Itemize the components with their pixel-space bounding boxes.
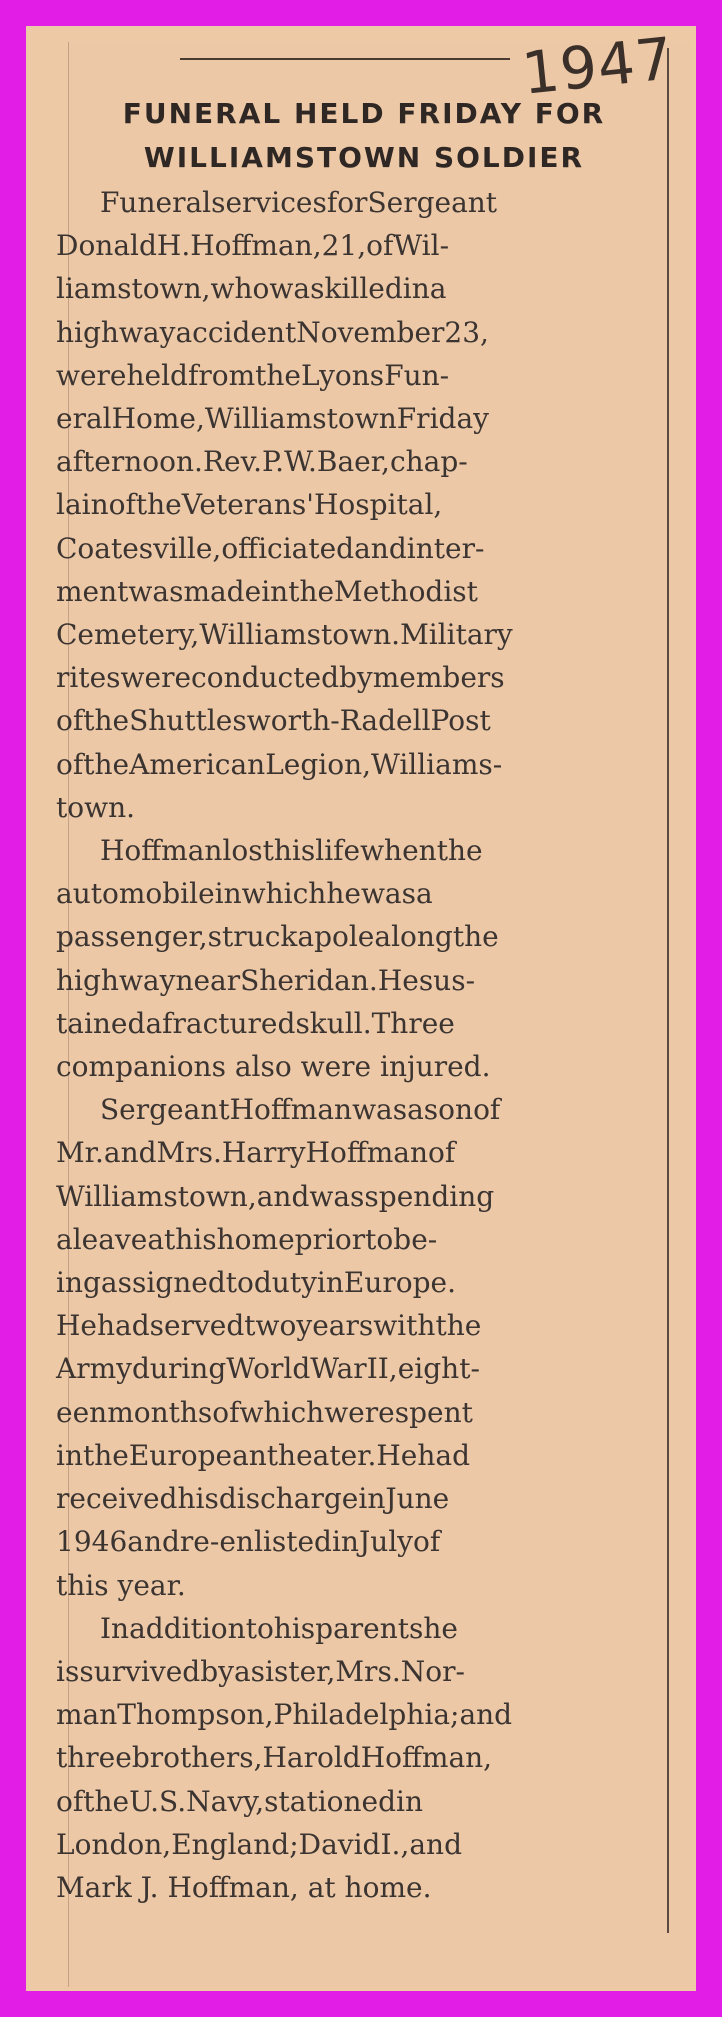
article-line: this year. (56, 1568, 186, 1602)
article-line: eenmonthsofwhichwerespent (56, 1395, 473, 1429)
article-line: 1946andre-enlistedinJulyof (56, 1525, 441, 1559)
article-line: DonaldH.Hoffman,21,ofWil- (56, 229, 450, 263)
article-paragraph (56, 181, 656, 829)
article-line: intheEuropeantheater.Hehad (56, 1438, 471, 1472)
article-line: oftheShuttlesworth-RadellPost (56, 704, 491, 738)
article-line: threebrothers,HaroldHoffman, (56, 1741, 493, 1775)
article-line: Cemetery,Williamstown.Military (56, 618, 513, 652)
column-rule (667, 48, 669, 1933)
article-line: highwaynearSheridan.Hesus- (56, 963, 476, 997)
article-line: manThompson,Philadelphia;and (56, 1698, 513, 1732)
article-line: oftheAmericanLegion,Williams- (56, 747, 503, 781)
article-line: receivedhisdischargeinJune (56, 1482, 450, 1516)
article-line: Coatesville,officiatedandinter- (56, 531, 485, 565)
article-line: issurvivedbyasister,Mrs.Nor- (56, 1654, 465, 1688)
article-paragraph (56, 1088, 656, 1606)
article-line: wereheldfromtheLyonsFun- (56, 358, 450, 392)
article-paragraph (56, 1607, 656, 1909)
article-line: FuneralservicesforSergeant (100, 186, 498, 219)
headline-line-1: FUNERAL HELD FRIDAY FOR (122, 97, 606, 130)
article-line: aleaveathishomepriortobe- (56, 1222, 438, 1256)
article-line: tainedafracturedskull.Three (56, 1006, 455, 1040)
article-body (56, 181, 656, 1909)
article-line: companions also were injured. (56, 1050, 491, 1084)
article-line: town. (56, 790, 136, 824)
article-line: SergeantHoffmanwasasonof (100, 1093, 501, 1127)
article-line: afternoon.Rev.P.W.Baer,chap- (56, 445, 468, 479)
headline-line-2: WILLIAMSTOWN SOLDIER (143, 141, 585, 174)
article-line: Mr.andMrs.HarryHoffmanof (56, 1136, 456, 1170)
article-line: oftheU.S.Navy,stationedin (56, 1784, 424, 1818)
article-line: Inadditiontohisparentshe (100, 1611, 458, 1645)
article-line: passenger,struckapolealongthe (56, 920, 499, 954)
article-line: ingassignedtodutyinEurope. (56, 1266, 457, 1300)
article-line: mentwasmadeintheMethodist (56, 574, 478, 608)
article-line: Hoffmanlosthislifewhenthe (100, 834, 483, 868)
article-line: Hehadservedtwoyearswiththe (56, 1309, 482, 1343)
article-line: Mark J. Hoffman, at home. (56, 1870, 432, 1904)
article-line: London,England;DavidI.,and (56, 1827, 463, 1861)
article-line: Williamstown,andwasspending (56, 1179, 495, 1213)
article-line: ArmyduringWorldWarII,eight- (56, 1352, 480, 1386)
article-line: riteswereconductedbymembers (56, 661, 505, 695)
handwritten-year: 1947 (518, 24, 677, 108)
article-line: highwayaccidentNovember23, (56, 315, 489, 349)
top-rule (180, 58, 510, 60)
article-line: eralHome,WilliamstownFriday (56, 402, 489, 436)
article-line: automobileinwhichhewasa (56, 877, 433, 911)
article-line: liamstown,whowaskilledina (56, 272, 447, 306)
headline (44, 92, 684, 180)
article-line: lainoftheVeterans'Hospital, (56, 488, 443, 522)
article-paragraph (56, 829, 656, 1088)
